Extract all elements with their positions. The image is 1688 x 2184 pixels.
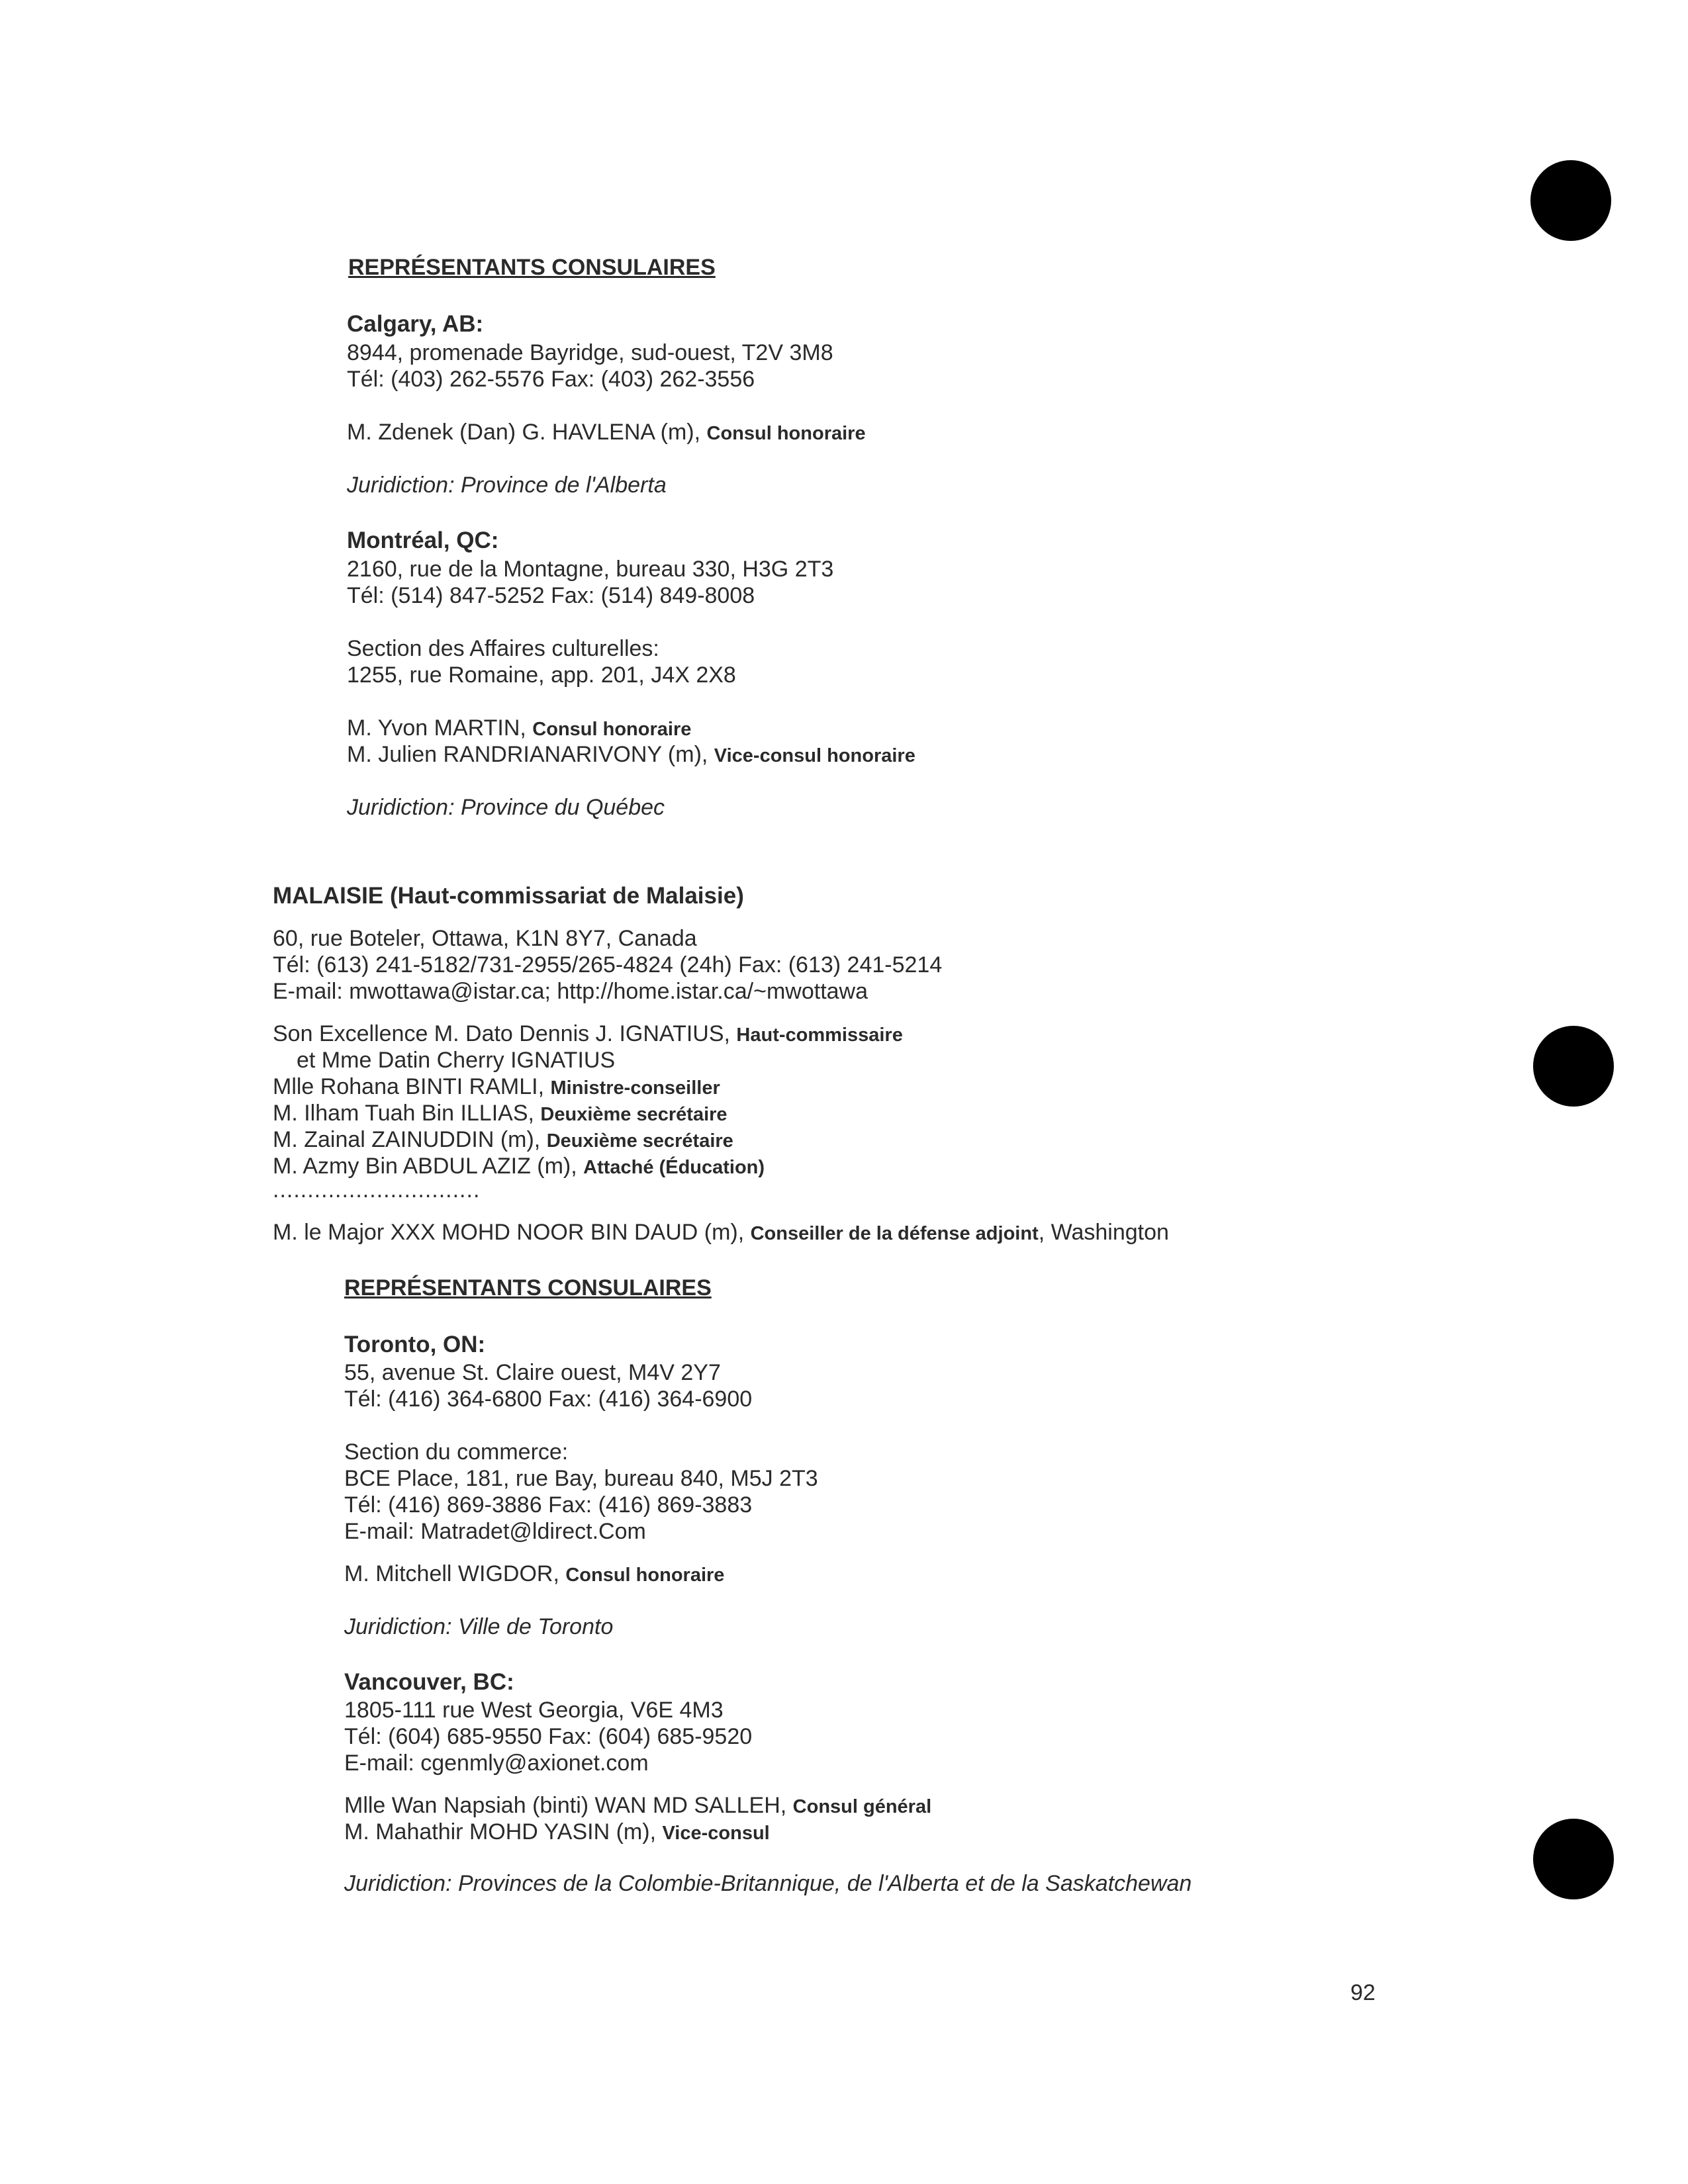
malaisie-heading: MALAISIE (Haut-commissariat de Malaisie) [273,883,744,909]
montreal-section-address: 1255, rue Romaine, app. 201, J4X 2X8 [347,662,736,688]
toronto-section-label: Section du commerce: [344,1439,569,1465]
vancouver-address: 1805-111 rue West Georgia, V6E 4M3 [344,1698,724,1723]
malaisie-staff-2-name: Mlle Rohana BINTI RAMLI, [273,1074,551,1099]
montreal-person-1-title: Consul honoraire [532,719,692,740]
vancouver-person-2-name: M. Mahathir MOHD YASIN (m), [344,1819,663,1844]
vancouver-person-1 [344,1792,931,1820]
calgary-phone: Tél: (403) 262-5576 Fax: (403) 262-3556 [347,367,755,392]
calgary-person [347,419,866,447]
toronto-address: 55, avenue St. Claire ouest, M4V 2Y7 [344,1360,721,1385]
montreal-person-2-name: M. Julien RANDRIANARIVONY (m), [347,742,714,767]
toronto-person [344,1561,724,1588]
malaisie-staff-6-name: M. le Major XXX MOHD NOOR BIN DAUD (m), [273,1220,751,1245]
malaisie-staff-2-title: Ministre-conseiller [550,1077,720,1099]
section1-heading: REPRÉSENTANTS CONSULAIRES [348,255,716,280]
binder-hole-top [1530,160,1611,241]
malaisie-dots: .............................. [273,1177,481,1203]
toronto-section-email: E-mail: Matradet@ldirect.Com [344,1519,646,1544]
calgary-city: Calgary, AB: [347,311,484,337]
calgary-person-title: Consul honoraire [706,423,866,444]
malaisie-staff-1 [273,1021,903,1048]
montreal-jurisdiction: Juridiction: Province du Québec [347,795,665,820]
calgary-person-name: M. Zdenek (Dan) G. HAVLENA (m), [347,420,707,445]
malaisie-staff-3 [273,1100,727,1128]
malaisie-staff-6-title: Conseiller de la défense adjoint [750,1223,1039,1244]
vancouver-phone: Tél: (604) 685-9550 Fax: (604) 685-9520 [344,1724,753,1749]
toronto-person-title: Consul honoraire [565,1565,725,1586]
malaisie-staff-4-title: Deuxième secrétaire [546,1130,733,1152]
toronto-phone: Tél: (416) 364-6800 Fax: (416) 364-6900 [344,1387,753,1412]
calgary-address: 8944, promenade Bayridge, sud-ouest, T2V 3M8 [347,340,833,365]
malaisie-email: E-mail: mwottawa@istar.ca; http://home.istar.ca/~mwottawa [273,979,868,1004]
malaisie-staff-1-name: Son Excellence M. Dato Dennis J. IGNATIUS, [273,1021,737,1046]
malaisie-staff-2 [273,1073,720,1101]
toronto-section-address: BCE Place, 181, rue Bay, bureau 840, M5J 2T3 [344,1466,818,1491]
malaisie-staff-5-title: Attaché (Éducation) [583,1157,765,1178]
toronto-city: Toronto, ON: [344,1332,486,1357]
malaisie-phone: Tél: (613) 241-5182/731-2955/265-4824 (24h) Fax: (613) 241-5214 [273,952,943,978]
montreal-city: Montréal, QC: [347,527,499,553]
section2-heading: REPRÉSENTANTS CONSULAIRES [344,1275,712,1300]
vancouver-person-1-name: Mlle Wan Napsiah (binti) WAN MD SALLEH, [344,1793,793,1818]
malaisie-address: 60, rue Boteler, Ottawa, K1N 8Y7, Canada [273,926,697,951]
vancouver-person-2 [344,1819,770,1846]
malaisie-staff-5-name: M. Azmy Bin ABDUL AZIZ (m), [273,1154,584,1179]
malaisie-staff-1-title: Haut-commissaire [736,1024,903,1046]
montreal-person-1-name: M. Yvon MARTIN, [347,715,533,741]
vancouver-email: E-mail: cgenmly@axionet.com [344,1751,649,1776]
malaisie-staff-6-suffix: , Washington [1038,1220,1169,1245]
malaisie-staff-3-name: M. Ilham Tuah Bin ILLIAS, [273,1101,541,1126]
vancouver-jurisdiction: Juridiction: Provinces de la Colombie-Britannique, de l'Alberta et de la Saskatchewan [344,1871,1192,1896]
page-number: 92 [1350,1980,1376,2005]
toronto-jurisdiction: Juridiction: Ville de Toronto [344,1614,614,1639]
montreal-section-label: Section des Affaires culturelles: [347,636,659,661]
binder-hole-bottom [1533,1819,1614,1899]
montreal-person-2-title: Vice-consul honoraire [714,745,915,766]
vancouver-city: Vancouver, BC: [344,1669,514,1695]
calgary-jurisdiction: Juridiction: Province de l'Alberta [347,473,667,498]
malaisie-staff-1-spouse: et Mme Datin Cherry IGNATIUS [297,1048,616,1073]
montreal-phone: Tél: (514) 847-5252 Fax: (514) 849-8008 [347,583,755,608]
montreal-person-2 [347,741,915,769]
malaisie-staff-4-name: M. Zainal ZAINUDDIN (m), [273,1127,547,1152]
malaisie-staff-6 [273,1219,1169,1247]
vancouver-person-1-title: Consul général [792,1796,932,1817]
toronto-person-name: M. Mitchell WIGDOR, [344,1561,566,1586]
toronto-section-phone: Tél: (416) 869-3886 Fax: (416) 869-3883 [344,1492,753,1518]
malaisie-staff-4 [273,1126,733,1154]
vancouver-person-2-title: Vice-consul [662,1823,770,1844]
montreal-person-1 [347,715,691,743]
malaisie-staff-3-title: Deuxième secrétaire [540,1104,727,1125]
montreal-address: 2160, rue de la Montagne, bureau 330, H3G 2T3 [347,557,834,582]
binder-hole-middle [1533,1026,1614,1107]
